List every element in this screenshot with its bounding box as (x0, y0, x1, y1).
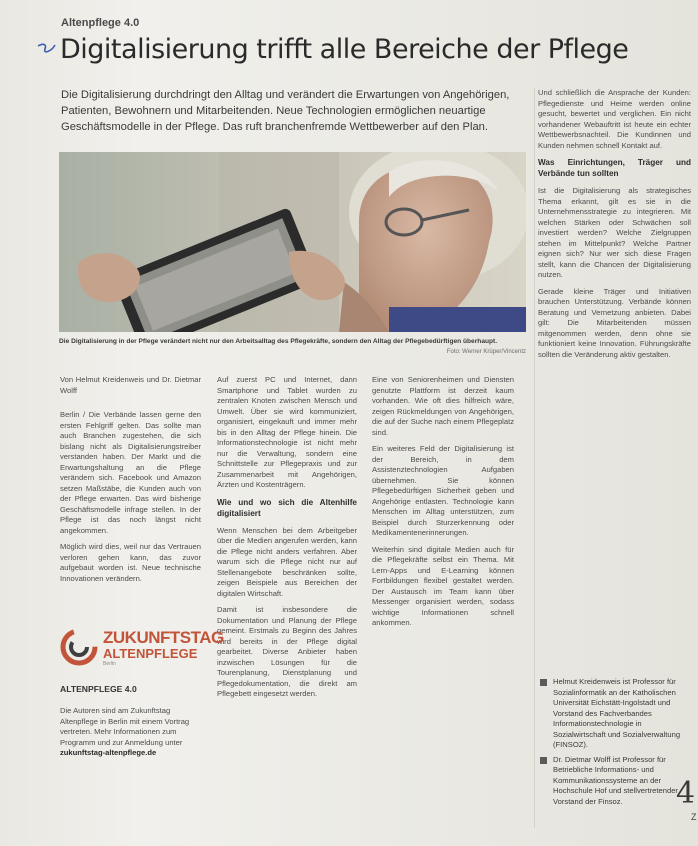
infobox-paragraph: Die Autoren sind am Zukunftstag Altenpflege in Berlin mit einem Vortrag vertreten. Mehr Informationen zum Programm und zur Anmeldung unter (60, 706, 190, 747)
photo-caption: Die Digitalisierung in der Pflege verändert nicht nur den Arbeitsalltag des Pflegekräfte, sondern den Alltag der Pflegebedürftigen überhaupt. (59, 338, 498, 345)
subheading: Wie und wo sich die Altenhilfe digitalisiert (217, 497, 357, 518)
handwritten-page-number: 4 (676, 776, 696, 811)
edge-mark: Z (691, 812, 697, 822)
logo-text: ALTENPFLEGE (103, 646, 198, 661)
paragraph: Auf zuerst PC und Internet, dann Smartphone und Tablet wurden zu zentralen Knoten zwischen Mensch und Umwelt. Über sie wird kommuniziert, organisiert, eingekauft und immer mehr bis in den Alltag der Pflege hinein. Die Informationstechnologie ist nicht mehr nur die Verwaltung, sondern eine Schnittstelle zur Pflegepraxis und zur Zusammenarbeit mit Angehörigen, Ärzten und Kostenträgern. (217, 375, 357, 489)
article-column-2 (217, 375, 357, 706)
paragraph: Eine von Seniorenheimen und Diensten genutzte Plattform ist derzeit kaum vorhanden. Wie oft dies hilfreich wäre, zeigen Rückmeldungen von Angehörigen, die auf der Suche nach einem Pflegeplatz sind. (372, 375, 514, 437)
infobox-link[interactable]: zukunftstag-altenpflege.de (60, 748, 157, 757)
paragraph: Möglich wird dies, weil nur das Vertrauen verloren gehen kann, das zuvor aufgebaut worden ist. Neue technische Innovationen verändern. (60, 542, 201, 583)
paragraph: Wenn Menschen bei dem Arbeitgeber über die Medien angerufen werden, kann die Pflege nicht anders verfahren. Aber warum sich die Pflege nicht nur auf Stellenangebote beschränken sollte, zeigen Beispiele aus Bereichen der digitalen Wirtschaft. (217, 525, 357, 598)
bullet-square-icon (540, 757, 547, 764)
article-column-4 (538, 88, 691, 366)
article-column-1 (60, 375, 201, 590)
paragraph: Berlin / Die Verbände lassen gerne den ersten Fehlgriff gelten. Das sollte man auch Branchen zugestehen, die sich bislang nicht als Digitalisierungstreiber verstanden haben. Der Markt und die Erwartungshaltung an die Pflege verändern sich. Facebook und Amazon setzen Maßstäbe, die Kunden auch von der Pflege erwarten. Das wird bisherige Geschäftsmodelle infrage stellen. In der Pflege ist das noch längst nicht angekommen. (60, 410, 201, 535)
article-column-3 (372, 375, 514, 635)
logo-subtext: Berlin (103, 661, 116, 667)
paragraph: Gerade kleine Träger und Initiativen brauchen Unterstützung. Verbände können Beratung und Vernetzung anbieten. Dabei gilt: Die Mitarbeitenden müssen mitgenommen werden, denn ohne sie funktioniert keine Innovation. Führungskräfte sollten die Veränderung aktiv gestalten. (538, 286, 691, 359)
paragraph: Weiterhin sind digitale Medien auch für die Pflegekräfte selbst ein Thema. Mit Lern-Apps und E-Learning können Fortbildungen flexibel gestaltet werden. Der Austausch im Team kann über Messenger organisiert werden, sodass wichtige Informationen schnell ankommen. (372, 544, 514, 627)
bio-text: Dr. Dietmar Wolff ist Professor für Betriebliche Informations- und Kommunikationssysteme an der Hochschule Hof und stellvertretender Vorstand der Finsoz. (553, 754, 678, 806)
pen-mark-icon (35, 37, 59, 61)
logo-mark-icon (59, 627, 99, 667)
infobox-heading: ALTENPFLEGE 4.0 (60, 684, 137, 694)
byline: Von Helmut Kreidenweis und Dr. Dietmar Wolff (60, 375, 201, 395)
page-title: Digitalisierung trifft alle Bereiche der Pflege (60, 34, 629, 65)
author-bios (540, 677, 690, 811)
bullet-square-icon (540, 679, 547, 686)
infobox-text (60, 706, 202, 759)
event-logo (59, 624, 224, 672)
paragraph: Damit ist insbesondere die Dokumentation und Planung der Pflege gemeint. Erstmals zu Beginn des Jahres wird bereits in der Pflege digital gearbeitet. Diverse Anbieter haben inzwischen Lösungen für die Tourenplanung, Dienstplanung und Pflegedokumentation, die direkt am Pflegebett eingesetzt werden. (217, 605, 357, 698)
bio-item (540, 755, 690, 812)
paragraph: Und schließlich die Ansprache der Kunden: Pflegedienste und Heime werden online gesucht, bewertet und verglichen. Ein nicht vorhandener Webauftritt ist heute ein echter Wettbewerbsnachteil. Die Kundinnen und Kunden nehmen schnell Kontakt auf. (538, 88, 691, 150)
bio-text: Helmut Kreidenweis ist Professor für Sozialinformatik an der Katholischen Universität Eichstätt-Ingolstadt und Vorstand des Fachverbandes Informationstechnologie in Sozialwirtschaft und Sozialverwaltung (FINSOZ). (553, 677, 681, 749)
kicker: Altenpflege 4.0 (61, 17, 140, 29)
subheading: Was Einrichtungen, Träger und Verbände tun sollten (538, 158, 691, 178)
article-photo (59, 152, 526, 332)
bio-item (540, 677, 690, 755)
lead-paragraph: Die Digitalisierung durchdringt den Alltag und verändert die Erwartungen von Angehörigen, Patienten, Bewohnern und Mitarbeitenden. Neue Technologien ermöglichen neuartige Geschäftsmodelle in der Pflege. Das ruft branchenfremde Wettbewerber auf den Plan. (61, 89, 510, 133)
logo-text: ZUKUNFTSTAG (103, 628, 224, 647)
paragraph: Ein weiteres Feld der Digitalisierung ist der Bereich, in dem Assistenztechnologien Aufgaben übernehmen. Sie können Pflegebedürftigen Sicherheit geben und Angehörige entlasten. Technologie kann Menschen im Alltag unterstützen, zum Beispiel durch Sturzerkennung oder Medikamentenerinnerungen. (372, 444, 514, 537)
photo-credit: Foto: Werner Krüper/Vincentz (446, 349, 526, 355)
column-rule (534, 88, 535, 828)
paragraph: Ist die Digitalisierung als strategisches Thema erkannt, gilt es sie in die Unternehmensstrategie zu integrieren. Mit welchen Stärken oder Schwächen soll investiert werden? Welche Zielgruppen stehen im Mittelpunkt? Welche Partner eignen sich? Nur wer sich diese Fragen stellt, kann die Chancen der Digitalisierung nutzen. (538, 186, 691, 279)
